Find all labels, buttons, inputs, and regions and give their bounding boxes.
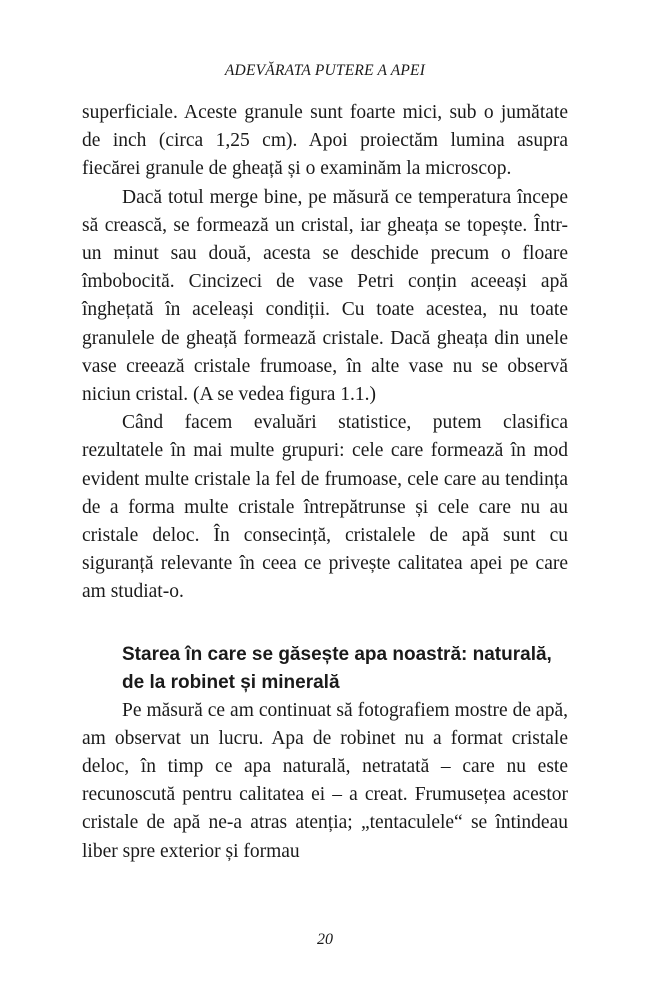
paragraph: Dacă totul merge bine, pe măsură ce temperatura începe să crească, se formează un cristal, iar gheața se topește. Într-un minut sau două, acesta se deschide precum o floare îmbobocită. Cincizeci de vase Petri conțin aceeași apă înghețată în aceleași condiții. Cu toate acestea, nu toate granulele de gheață formează cristale. Dacă gheața din unele vase creează cristale frumoase, în alte vase nu se observă niciun cristal. (A se vedea figura 1.1.) xyxy=(82,186,568,406)
running-head: ADEVĂRATA PUTERE A APEI xyxy=(224,62,426,79)
page-body xyxy=(82,99,568,866)
paragraph: Când facem evaluări statistice, putem clasifica rezultatele în mai multe grupuri: cele care formează în mod evident multe cristale la fel de frumoase, cele care au tendința de a forma multe cristale întrepătrunse și cele care nu au cristale deloc. În consecință, cristalele de apă sunt cu siguranță relevante în ceea ce privește calitatea apei pe care am studiat-o. xyxy=(82,412,568,603)
paragraph: Pe măsură ce am continuat să fotografiem mostre de apă, am observat un lucru. Apa de robinet nu a format cristale deloc, în timp ce apa naturală, netratată – care nu este recunoscută pentru calitatea ei – a creat. Frumusețea acestor cristale de apă ne-a atras atenția; „tentaculele“ se întindeau liber spre exterior și formau xyxy=(82,699,568,862)
section-heading: Starea în care se găsește apa noastră: naturală, de la robinet și minerală xyxy=(122,643,552,693)
page-number: 20 xyxy=(317,931,333,948)
paragraph-continued: superficiale. Aceste granule sunt foarte mici, sub o jumătate de inch (circa 1,25 cm). Apoi proiectăm lumina asupra fiecărei granule de gheață și o examinăm la microscop. xyxy=(82,102,568,180)
